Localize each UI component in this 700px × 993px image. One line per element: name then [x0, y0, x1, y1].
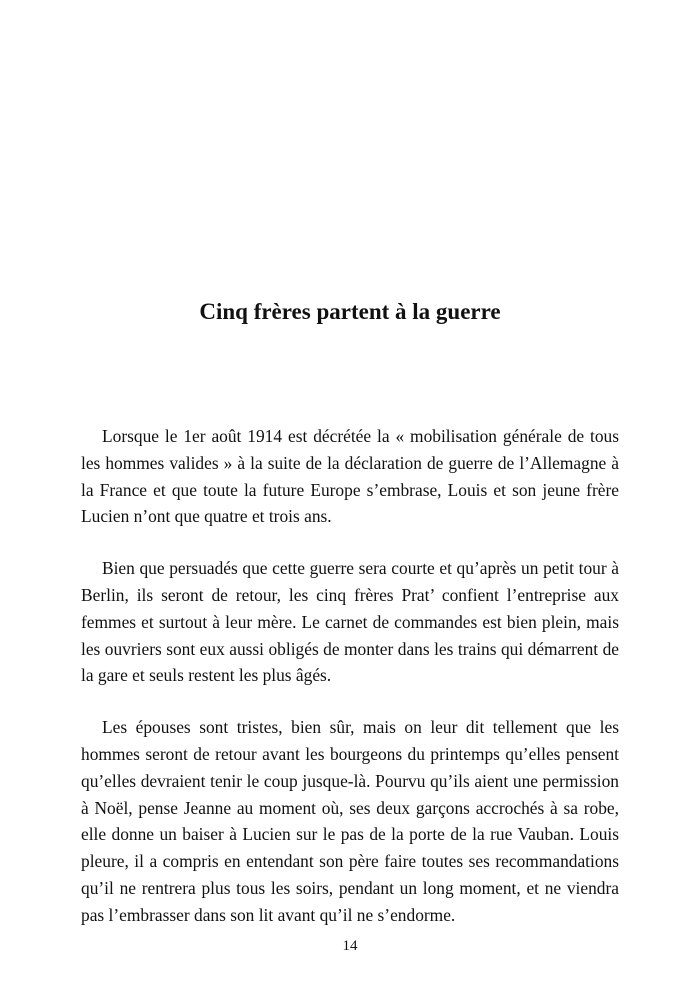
chapter-body — [81, 423, 619, 954]
page-number: 14 — [342, 938, 358, 954]
chapter-title: Cinq frères partent à la guerre — [199, 299, 501, 324]
paragraph-five-brothers: Bien que persuadés que cette guerre sera courte et qu’après un petit tour à Berlin, ils seront de retour, les cinq frères Prat’ confient l’entreprise aux femmes et surtout à leur mère. Le carnet de commandes est bien plein, mais les ouvriers sont eux aussi obligés de monter dans les trains qui démarrent de la gare et seuls restent les plus âgés. — [81, 558, 619, 686]
paragraph-wives: Les épouses sont tristes, bien sûr, mais on leur dit tellement que les hommes seront de retour avant les bourgeons du printemps qu’elles pensent qu’elles devraient tenir le coup jusque-là. Pourvu qu’ils aient une permission à Noël, pense Jeanne au moment où, ses deux garçons accrochés à sa robe, elle donne un baiser à Lucien sur le pas de la porte de la rue Vauban. Louis pleure, il a compris en entendant son père faire toutes ses recommandations qu’il ne rentrera plus tous les soirs, pendant un long moment, et ne viendra pas l’embrasser dans son lit avant qu’il ne s’endorme. — [81, 717, 619, 925]
paragraph-mobilisation: Lorsque le 1er août 1914 est décrétée la « mobilisation générale de tous les hommes valides » à la suite de la déclaration de guerre de l’Allemagne à la France et que toute la future Europe s’embrase, Louis et son jeune frère Lucien n’ont que quatre et trois ans. — [81, 426, 619, 527]
